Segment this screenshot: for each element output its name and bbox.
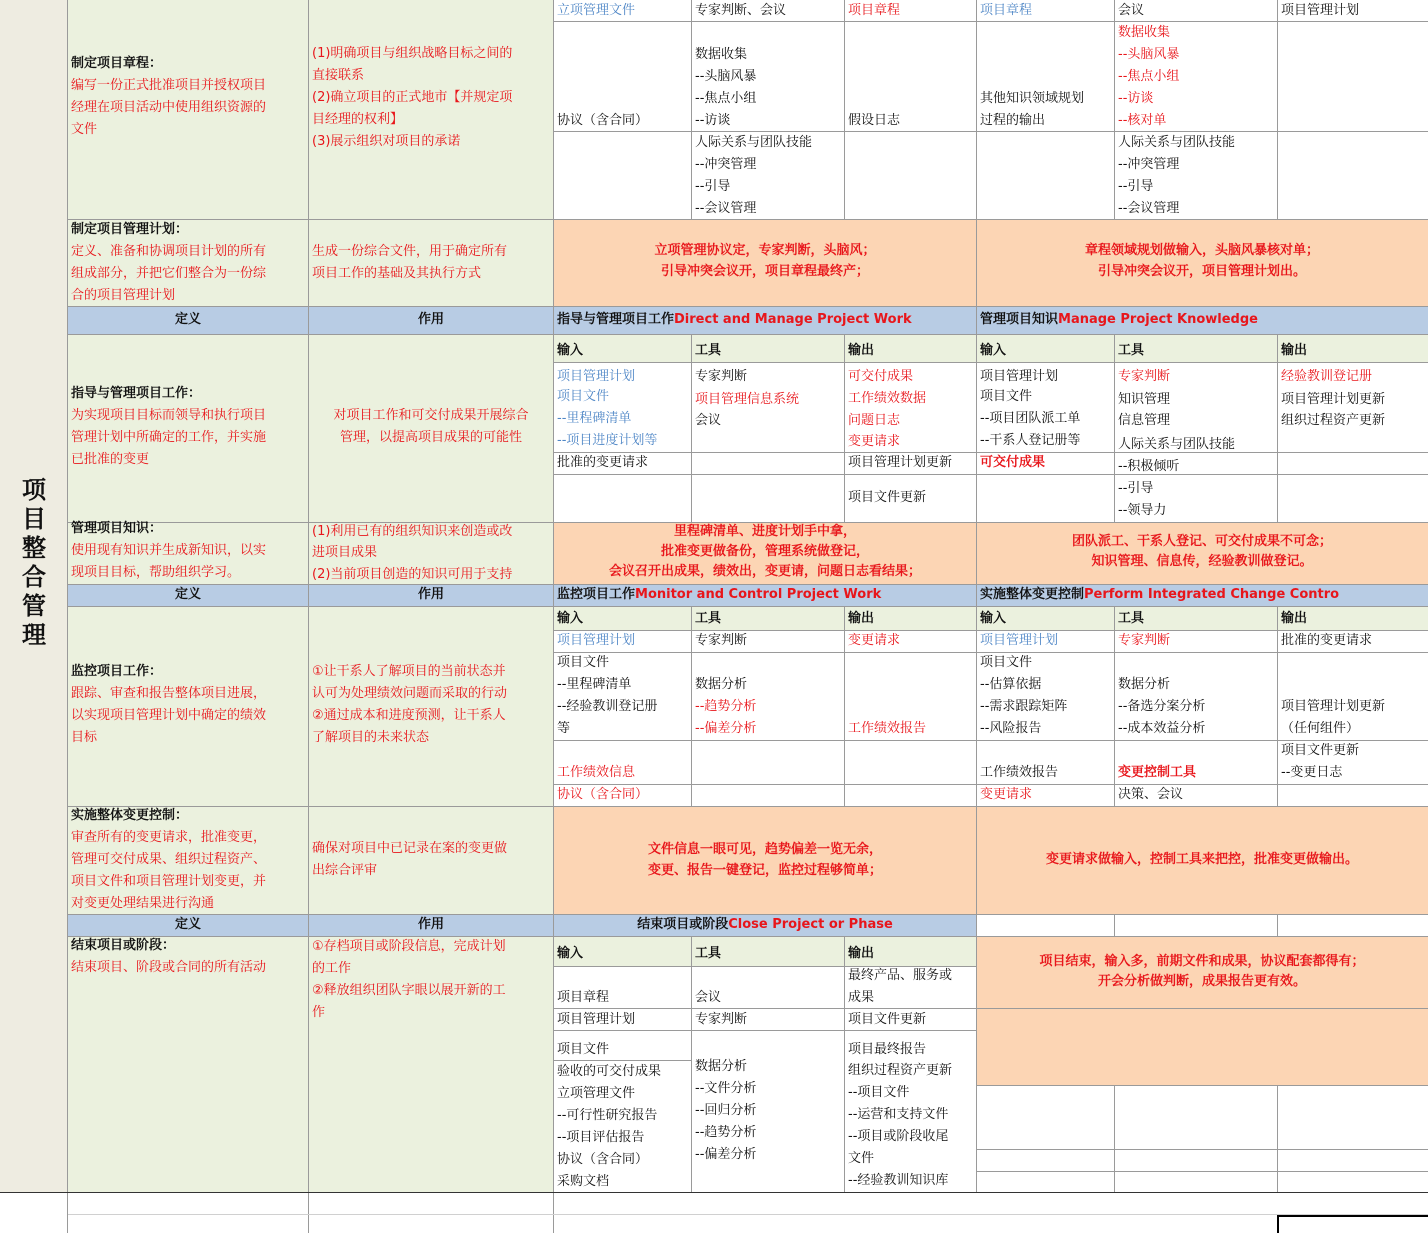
s6-def-line: 管理可交付成果、组织过程资产、: [71, 852, 267, 867]
s4-in: --项目团队派工单: [980, 411, 1081, 426]
col-output: 输出: [1281, 611, 1308, 626]
s7-out-report: --项目或阶段收尾: [848, 1129, 949, 1144]
s3-out: 工作绩效数据: [848, 391, 927, 406]
s6-in-cr: 变更请求: [980, 787, 1033, 802]
s6-def-line: 对变更处理结果进行沟通: [71, 896, 215, 911]
header-definition: 定义: [174, 917, 201, 932]
s5-def-line: 以实现项目管理计划中确定的绩效: [71, 708, 267, 723]
s6-tools-expert: 专家判断: [1118, 633, 1171, 648]
s7-in-docs: 立项管理文件: [557, 1086, 636, 1101]
s6-tools-data: --成本效益分析: [1118, 721, 1206, 736]
s4-tools-ip: --积极倾听: [1118, 459, 1180, 474]
s7-out-report: 组织过程资产更新: [848, 1063, 953, 1078]
s3-out: 可交付成果: [848, 369, 914, 384]
s1-tools-ip: --引导: [695, 179, 731, 194]
s6-tools-dm: 决策、会议: [1118, 787, 1184, 802]
s6-purpose-line: 出综合评审: [312, 863, 378, 878]
s1-tools-ip: --冲突管理: [695, 157, 757, 172]
s2-input-other: 其他知识领域规划: [980, 91, 1085, 106]
s1-tools-ip: --会议管理: [695, 201, 757, 216]
mnemonic-s4-left: 里程碑清单、进度计划手中拿， 批准变更做备份，管理系统做登记， 会议召开出成果，绩效出，变更请，问题日志看结果；: [608, 524, 921, 579]
s2-tools-data: 数据收集: [1118, 25, 1171, 40]
s1-def-line: 编写一份正式批准项目并授权项目: [71, 78, 267, 93]
s4-tools-km: 知识管理: [1118, 392, 1171, 407]
s7-in-plan: 项目管理计划: [557, 1012, 636, 1027]
s5-def-line: 目标: [71, 730, 98, 745]
col-input: 输入: [980, 611, 1007, 626]
s6-tools-data: 数据分析: [1118, 677, 1171, 692]
s7-purpose-line: ②释放组织团队字眼以展开新的工: [312, 983, 506, 998]
s2-tools-data: --核对单: [1118, 113, 1167, 128]
col-input: 输入: [557, 946, 584, 961]
s7-def-line: 结束项目、阶段或合同的所有活动: [71, 960, 267, 975]
s5-tools-expert: 专家判断: [695, 633, 748, 648]
s4-purpose-line: (1)利用已有的组织知识来创造或改: [312, 524, 513, 539]
s6-def-line: 审查所有的变更请求，批准变更，: [71, 830, 267, 845]
col-tools: 工具: [1118, 343, 1145, 358]
s2-tools-data: --访谈: [1118, 91, 1154, 106]
s6-title: 实施整体变更控制：: [71, 808, 189, 823]
s3-in: --里程碑清单: [557, 411, 632, 426]
s1-purpose-line: (3)展示组织对项目的承诺: [312, 134, 461, 149]
s3-def-line: 已批准的变更: [71, 452, 150, 467]
s3-in: 项目管理计划: [557, 369, 636, 384]
s1-tools-ip: 人际关系与团队技能: [695, 135, 813, 150]
s5-in-plan: 项目管理计划: [557, 633, 636, 648]
s7-in-docs: 项目文件: [557, 1042, 610, 1057]
s6-tools-cc: 变更控制工具: [1118, 765, 1197, 780]
s4-in: 项目管理计划: [980, 369, 1059, 384]
col-output: 输出: [848, 611, 875, 626]
mnemonic-s2-right: 章程领域规划做输入，头脑风暴核对单； 引导冲突会议开，项目管理计划出。: [1084, 243, 1319, 279]
s5-def-line: 跟踪、审查和报告整体项目进展，: [71, 686, 267, 701]
s7-tools-expert: 专家判断: [695, 1012, 748, 1027]
mnemonic-s4-right: 团队派工、干系人登记、可交付成果不可念； 知识管理、信息传，经验教训做登记。: [1071, 534, 1332, 569]
s4-out-opa-update: 组织过程资产更新: [1281, 413, 1386, 428]
s2-tools-meeting: 会议: [1118, 3, 1145, 18]
mnemonic-s2-left: 立项管理协议定，专家判断，头脑风； 引导冲突会议开，项目章程最终产；: [654, 243, 876, 279]
s4-title: 管理项目知识：: [71, 521, 163, 536]
header-purpose: 作用: [417, 312, 444, 327]
s7-in-charter: 项目章程: [557, 990, 610, 1005]
header-definition: 定义: [174, 312, 201, 327]
s1-tools-data: 数据收集: [695, 47, 748, 62]
s6-out-plan-update: 项目管理计划更新: [1281, 699, 1386, 714]
s4-tools-ip: --领导力: [1118, 503, 1167, 518]
header-definition: 定义: [174, 587, 201, 602]
s4-in: 项目文件: [980, 389, 1033, 404]
s1-title: 制定项目章程：: [71, 56, 163, 71]
s1-purpose-line: 直接联系: [312, 68, 365, 83]
s2-tools-ip: --会议管理: [1118, 201, 1180, 216]
s1-purpose-line: (1)明确项目与组织战略目标之间的: [312, 46, 513, 61]
s1-input-charter-doc: 立项管理文件: [557, 3, 636, 18]
col-output: 输出: [848, 946, 875, 961]
s5-purpose-line: ①让干系人了解项目的当前状态并: [312, 664, 506, 679]
header-purpose: 作用: [417, 587, 444, 602]
s6-out-doc-update: 项目文件更新: [1281, 743, 1360, 758]
s7-in-docs: 协议（含合同）: [557, 1152, 649, 1167]
s2-tools-ip: --冲突管理: [1118, 157, 1180, 172]
s3-tools-expert: 专家判断: [695, 369, 748, 384]
s7-purpose-line: 的工作: [312, 961, 352, 976]
header-purpose: 作用: [417, 917, 444, 932]
s1-output-assumption-log: 假设日志: [848, 113, 901, 128]
s2-input-other: 过程的输出: [980, 113, 1046, 128]
s1-tools-data: --访谈: [695, 113, 731, 128]
s7-out-final: 成果: [848, 990, 875, 1005]
s3-def-line: 管理计划中所确定的工作，并实施: [71, 430, 267, 445]
header-process-monitor-control: 监控项目工作Monitor and Control Project Work: [557, 587, 882, 602]
col-tools: 工具: [695, 611, 722, 626]
s3-in-approved-cr: 批准的变更请求: [557, 455, 649, 470]
s7-out-report: --运营和支持文件: [848, 1107, 949, 1122]
s6-out-plan-update: （任何组件）: [1281, 721, 1360, 736]
col-output: 输出: [848, 343, 875, 358]
s6-out-approved: 批准的变更请求: [1281, 633, 1373, 648]
s3-def-line: 为实现项目目标而领导和执行项目: [71, 408, 267, 423]
s4-tools-expert: 专家判断: [1118, 369, 1171, 384]
s1-def-line: 经理在项目活动中使用组织资源的: [71, 100, 267, 115]
col-input: 输入: [980, 343, 1007, 358]
s5-out-perf-report: 工作绩效报告: [848, 721, 927, 736]
s3-out: 变更请求: [848, 434, 901, 449]
s4-in-deliverables: 可交付成果: [980, 455, 1046, 470]
s2-def-line: 定义、准备和协调项目计划的所有: [71, 244, 267, 259]
s7-out-final: 最终产品、服务或: [848, 968, 953, 983]
s4-tools-im: 信息管理: [1118, 413, 1171, 428]
s1-tools-data: --焦点小组: [695, 91, 757, 106]
s7-tools-data: 数据分析: [695, 1059, 748, 1074]
col-tools: 工具: [695, 343, 722, 358]
s3-tools-pmis: 项目管理信息系统: [695, 392, 800, 407]
s3-title: 指导与管理项目工作：: [71, 386, 202, 401]
s1-tools-data: --头脑风暴: [695, 69, 757, 84]
s2-title: 制定项目管理计划：: [71, 222, 189, 237]
s6-purpose-line: 确保对项目中已记录在案的变更做: [312, 841, 508, 856]
s4-def-line: 现项目目标，帮助组织学习。: [71, 565, 241, 580]
s5-purpose-line: 认可为处理绩效问题而采取的行动: [312, 686, 508, 701]
s7-in-docs: 验收的可交付成果: [557, 1064, 662, 1079]
s5-purpose-line: 了解项目的未来状态: [312, 730, 430, 745]
header-process-close: 结束项目或阶段Close Project or Phase: [637, 917, 893, 932]
s7-in-docs: --项目评估报告: [557, 1130, 645, 1145]
s1-output-charter: 项目章程: [848, 3, 901, 18]
s7-tools-data: --回归分析: [695, 1103, 757, 1118]
green-row-right-3: [554, 936, 976, 966]
mnemonic-s7: 项目结束，输入多，前期文件和成果，协议配套都得有； 开会分析做判断，成果报告更有效。: [1039, 954, 1365, 989]
s6-in-docs: --需求跟踪矩阵: [980, 699, 1068, 714]
s7-out-report: --项目文件: [848, 1085, 910, 1100]
s7-out-report: 文件: [848, 1151, 875, 1166]
sidebar-title: 项 目 整 合 管 理: [22, 476, 46, 649]
s2-tools-data: --焦点小组: [1118, 69, 1180, 84]
header-process-manage-knowledge: 管理项目知识Manage Project Knowledge: [980, 312, 1258, 327]
s1-purpose-line: (2)确立项目的正式地市【并规定项: [312, 90, 513, 105]
s2-purpose-line: 项目工作的基础及其执行方式: [312, 266, 482, 281]
s2-def-line: 合的项目管理计划: [71, 288, 176, 303]
s2-purpose-line: 生成一份综合文件，用于确定所有: [312, 244, 508, 259]
s6-in-docs: --估算依据: [980, 677, 1042, 692]
s6-in-docs: 项目文件: [980, 655, 1033, 670]
s1-purpose-line: 目经理的权利】: [312, 112, 404, 127]
s5-title: 监控项目工作：: [71, 664, 163, 679]
s5-tools-data: --趋势分析: [695, 699, 757, 714]
s3-in: 项目文件: [557, 389, 610, 404]
s4-out-lessons: 经验教训登记册: [1281, 369, 1373, 384]
s6-in-plan: 项目管理计划: [980, 633, 1059, 648]
s3-tools-meeting: 会议: [695, 413, 722, 428]
s5-in-perf-info: 工作绩效信息: [557, 765, 636, 780]
s1-def-line: 文件: [71, 122, 98, 137]
s3-out-doc-update: 项目文件更新: [848, 490, 927, 505]
s7-in-docs: --可行性研究报告: [557, 1108, 658, 1123]
s4-tools-ip: --引导: [1118, 481, 1154, 496]
cell-selection-marker: [1277, 1215, 1428, 1233]
s4-purpose-line: 进项目成果: [312, 545, 378, 560]
s7-purpose-line: ①存档项目或阶段信息，完成计划: [312, 939, 506, 954]
s6-out-doc-update: --变更日志: [1281, 765, 1343, 780]
s2-tools-ip: 人际关系与团队技能: [1118, 135, 1236, 150]
s7-title: 结束项目或阶段：: [71, 938, 176, 953]
s2-tools-data: --头脑风暴: [1118, 47, 1180, 62]
s4-def-line: 使用现有知识并生成新知识，以实: [71, 543, 267, 558]
s4-purpose-line: (2)当前项目创造的知识可用于支持: [312, 567, 513, 582]
col-input: 输入: [557, 611, 584, 626]
s5-in-agreement: 协议（含合同）: [557, 787, 649, 802]
s3-out: 问题日志: [848, 413, 901, 428]
s6-tools-data: --备选分案分析: [1118, 699, 1206, 714]
s2-def-line: 组成部分，并把它们整合为一份综: [71, 266, 267, 281]
s5-in-docs: --经验教训登记册: [557, 699, 658, 714]
s7-tools-data: --文件分析: [695, 1081, 757, 1096]
header-process-direct-manage: 指导与管理项目工作Direct and Manage Project Work: [557, 312, 912, 327]
s5-in-docs: --里程碑清单: [557, 677, 632, 692]
s5-in-docs: 项目文件: [557, 655, 610, 670]
s7-tools-meeting: 会议: [695, 990, 722, 1005]
s6-in-perf-report: 工作绩效报告: [980, 765, 1059, 780]
s7-out-report: 项目最终报告: [848, 1042, 927, 1057]
s3-out-plan-update: 项目管理计划更新: [848, 455, 953, 470]
s5-out-cr: 变更请求: [848, 633, 901, 648]
s2-tools-ip: --引导: [1118, 179, 1154, 194]
col-tools: 工具: [1118, 611, 1145, 626]
s3-purpose: 对项目工作和可交付成果开展综合 管理，以提高项目成果的可能性: [333, 408, 529, 445]
s7-out-report: --经验教训知识库: [848, 1173, 949, 1188]
s7-out-doc-update: 项目文件更新: [848, 1012, 927, 1027]
s7-tools-data: --趋势分析: [695, 1125, 757, 1140]
s4-in: --干系人登记册等: [980, 433, 1081, 448]
s5-tools-data: 数据分析: [695, 677, 748, 692]
s4-tools-ip: 人际关系与团队技能: [1118, 437, 1236, 452]
s7-purpose-line: 作: [312, 1005, 326, 1020]
s4-out-plan-update: 项目管理计划更新: [1281, 392, 1386, 407]
mnemonic-s6-left: 文件信息一眼可见，趋势偏差一览无余， 变更、报告一键登记，监控过程够简单；: [647, 842, 882, 878]
s5-tools-data: --偏差分析: [695, 721, 757, 736]
col-input: 输入: [557, 343, 584, 358]
s5-in-docs: 等: [557, 721, 571, 736]
s6-in-docs: --风险报告: [980, 721, 1042, 736]
col-output: 输出: [1281, 343, 1308, 358]
s2-output-plan: 项目管理计划: [1281, 3, 1360, 18]
s5-purpose-line: ②通过成本和进度预测，让干系人: [312, 708, 506, 723]
mnemonic-s6-right: 变更请求做输入，控制工具来把控，批准变更做输出。: [1045, 852, 1358, 867]
s7-in-docs: 采购文档: [557, 1174, 610, 1189]
s3-in: --项目进度计划等: [557, 433, 658, 448]
s1-tools-top: 专家判断、会议: [695, 3, 787, 18]
s1-input-agreement: 协议（含合同）: [557, 113, 649, 128]
s6-def-line: 项目文件和项目管理计划变更，并: [71, 874, 267, 889]
header-process-change-control: 实施整体变更控制Perform Integrated Change Contro: [980, 587, 1340, 602]
s2-input-charter: 项目章程: [980, 3, 1033, 18]
s7-tools-data: --偏差分析: [695, 1147, 757, 1162]
col-tools: 工具: [695, 946, 722, 961]
